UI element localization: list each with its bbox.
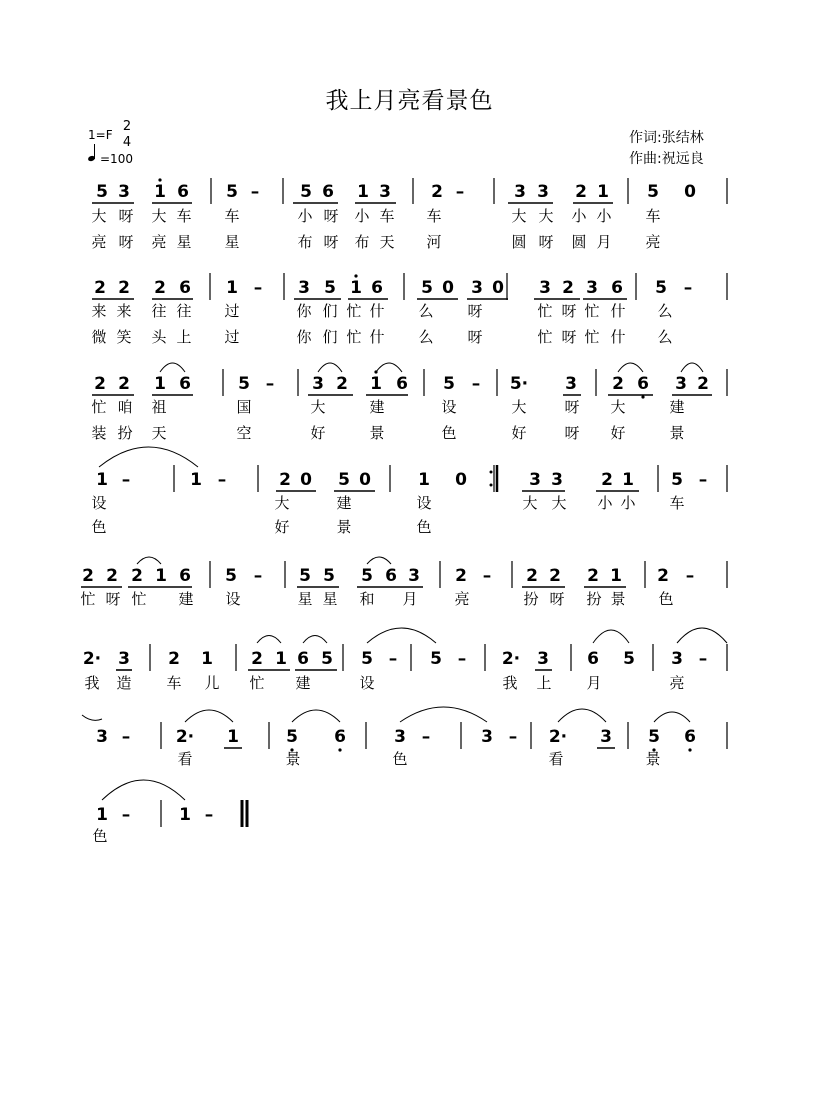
lyric-2-1-10: 河 [426, 233, 442, 251]
slur-arc [102, 780, 185, 800]
lyric-1-3-4: 国 [236, 398, 252, 416]
note-5-17: 2 [587, 566, 599, 586]
lyric-1-7-4: 看 [548, 750, 564, 768]
note-1-14: 3 [537, 182, 549, 202]
note-7-12: 3 [600, 727, 612, 747]
note-5-19: 2 [657, 566, 669, 586]
note-2-15: 3 [539, 278, 551, 298]
octave-up-dot [354, 274, 357, 277]
note-1-5: 5 [226, 182, 238, 202]
lyric-2-1-8: 布 [354, 233, 370, 251]
note-3-4: 6 [179, 374, 191, 394]
note-6-16: 5 [623, 649, 635, 669]
lyric-1-5-5: 设 [225, 590, 241, 608]
lyric-1-6-1: 我 [84, 674, 100, 692]
lyric-1-2-2: 来 [116, 302, 132, 320]
note-4-9: 1 [418, 470, 430, 490]
lyric-2-1-9: 天 [379, 233, 395, 251]
note-5-18: 1 [610, 566, 622, 586]
octave-up-dot [158, 178, 161, 181]
note-4-5: 2 [279, 470, 291, 490]
lyric-2-1-7: 呀 [323, 233, 339, 251]
lyric-1-3-11: 建 [669, 398, 685, 416]
note-2-2: 2 [118, 278, 130, 298]
lyric-2-3-10: 好 [610, 424, 626, 442]
lyric-1-4-2: 大 [274, 494, 290, 512]
lyric-1-3-2: 咱 [117, 398, 133, 416]
lyric-1-5-13: 扮 [586, 590, 602, 608]
tie-arc [82, 715, 102, 720]
note-5-7: – [253, 566, 263, 586]
lyric-1-6-11: 亮 [669, 674, 685, 692]
lyric-2-4-3: 景 [336, 518, 352, 536]
note-2-19: 5 [655, 278, 667, 298]
slur-arc [185, 710, 233, 722]
note-2-9: 1 [350, 278, 362, 298]
note-3-14: 3 [565, 374, 577, 394]
lyric-2-1-11: 圆 [511, 233, 527, 251]
note-6-6: 1 [275, 649, 287, 669]
lyric-1-1-3: 大 [151, 207, 167, 225]
note-4-7: 5 [338, 470, 350, 490]
note-2-3: 2 [154, 278, 166, 298]
note-5-14: – [482, 566, 492, 586]
lyric-1-7-1: 看 [177, 750, 193, 768]
note-6-10: – [388, 649, 398, 669]
note-3-9: 1 [370, 374, 382, 394]
note-7-11: 2· [548, 727, 568, 747]
note-5-1: 2 [82, 566, 94, 586]
note-3-2: 2 [118, 374, 130, 394]
note-7-7: 3 [394, 727, 406, 747]
lyric-2-2-15: 什 [610, 328, 626, 346]
note-4-3: 1 [190, 470, 202, 490]
lyric-1-3-3: 祖 [151, 398, 167, 416]
note-3-18: 2 [697, 374, 709, 394]
note-5-9: 5 [323, 566, 335, 586]
note-1-2: 3 [118, 182, 130, 202]
note-8-1: 1 [96, 805, 108, 825]
lyric-1-2-13: 呀 [561, 302, 577, 320]
lyric-1-2-10: 么 [418, 302, 434, 320]
note-6-12: – [457, 649, 467, 669]
lyric-1-3-5: 大 [310, 398, 326, 416]
lyric-1-6-10: 月 [586, 674, 602, 692]
lyric-2-2-2: 笑 [116, 328, 132, 346]
lyric-1-2-8: 忙 [346, 302, 362, 320]
note-5-3: 2 [131, 566, 143, 586]
note-2-4: 6 [179, 278, 191, 298]
note-4-12: 3 [551, 470, 563, 490]
lyric-1-3-8: 大 [511, 398, 527, 416]
note-1-7: 5 [300, 182, 312, 202]
slur-arc [681, 363, 703, 372]
note-5-4: 1 [155, 566, 167, 586]
note-2-13: 3 [471, 278, 483, 298]
lyric-2-2-11: 呀 [467, 328, 483, 346]
lyric-2-1-6: 布 [297, 233, 313, 251]
note-1-18: 0 [684, 182, 696, 202]
lyric-2-2-10: 么 [418, 328, 434, 346]
lyric-1-3-9: 呀 [564, 398, 580, 416]
note-6-8: 5 [321, 649, 333, 669]
lyric-1-4-8: 小 [620, 494, 636, 512]
note-4-14: 1 [622, 470, 634, 490]
lyric-2-1-12: 呀 [538, 233, 554, 251]
note-2-12: 0 [442, 278, 454, 298]
lyric-2-2-8: 忙 [346, 328, 362, 346]
lyric-1-4-9: 车 [669, 494, 685, 512]
note-3-17: 3 [675, 374, 687, 394]
note-7-1: 3 [96, 727, 108, 747]
note-7-6: 6 [334, 727, 346, 747]
lyric-1-1-4: 车 [176, 207, 192, 225]
lyric-1-4-6: 大 [551, 494, 567, 512]
repeat-dot [490, 471, 493, 474]
note-6-9: 5 [361, 649, 373, 669]
note-7-9: 3 [481, 727, 493, 747]
lyric-2-1-13: 圆 [571, 233, 587, 251]
lyric-2-1-1: 亮 [91, 233, 107, 251]
lyric-2-3-11: 景 [669, 424, 685, 442]
lyric-2-3-5: 好 [310, 424, 326, 442]
slur-arc [400, 707, 487, 722]
lyric-2-2-5: 过 [224, 328, 240, 346]
lyric-1-2-16: 么 [657, 302, 673, 320]
note-8-2: – [121, 805, 131, 825]
lyric-1-5-6: 星 [297, 590, 313, 608]
lyric-1-5-4: 建 [178, 590, 194, 608]
lyric-2-3-3: 天 [151, 424, 167, 442]
lyric-1-5-9: 月 [402, 590, 418, 608]
lyric-2-1-5: 星 [224, 233, 240, 251]
lyric-1-5-10: 亮 [454, 590, 470, 608]
slur-arc [137, 557, 161, 564]
note-2-11: 5 [421, 278, 433, 298]
note-1-8: 6 [322, 182, 334, 202]
lyric-1-5-7: 星 [322, 590, 338, 608]
note-5-2: 2 [106, 566, 118, 586]
note-2-8: 5 [324, 278, 336, 298]
lyric-1-1-8: 小 [354, 207, 370, 225]
note-1-9: 1 [357, 182, 369, 202]
note-5-10: 5 [361, 566, 373, 586]
note-6-1: 2· [82, 649, 102, 669]
lyric-1-2-7: 们 [322, 302, 338, 320]
slur-arc [677, 628, 727, 643]
lyric-1-2-3: 往 [151, 302, 167, 320]
note-2-1: 2 [94, 278, 106, 298]
slur-arc [367, 557, 391, 564]
lyric-2-1-15: 亮 [645, 233, 661, 251]
note-3-8: 2 [336, 374, 348, 394]
note-6-5: 2 [251, 649, 263, 669]
lyric-1-5-3: 忙 [131, 590, 147, 608]
note-7-14: 6 [684, 727, 696, 747]
lyric-2-2-12: 忙 [537, 328, 553, 346]
slur-arc [558, 709, 606, 722]
lyric-1-4-5: 大 [522, 494, 538, 512]
note-6-15: 6 [587, 649, 599, 669]
note-2-6: – [253, 278, 263, 298]
lyric-2-3-6: 景 [369, 424, 385, 442]
note-6-13: 2· [501, 649, 521, 669]
time-signature-top: 2 [122, 119, 132, 134]
lyric-2-2-9: 什 [369, 328, 385, 346]
note-3-7: 3 [312, 374, 324, 394]
lyric-2-1-2: 呀 [118, 233, 134, 251]
slur-arc [160, 363, 185, 372]
octave-down-dot [338, 748, 341, 751]
repeat-dot [490, 484, 493, 487]
lyric-1-3-1: 忙 [91, 398, 107, 416]
note-7-8: – [421, 727, 431, 747]
lyric-1-5-8: 和 [359, 590, 375, 608]
lyric-1-1-7: 呀 [323, 207, 339, 225]
lyric-1-1-12: 大 [538, 207, 554, 225]
key-signature: 1=F [88, 128, 113, 142]
lyric-1-2-11: 呀 [467, 302, 483, 320]
note-5-16: 2 [549, 566, 561, 586]
lyric-2-1-4: 星 [176, 233, 192, 251]
note-6-4: 1 [201, 649, 213, 669]
lyric-1-2-6: 你 [296, 302, 312, 320]
lyric-2-3-9: 呀 [564, 424, 580, 442]
note-3-5: 5 [238, 374, 250, 394]
slur-arc [303, 636, 327, 644]
note-6-2: 3 [118, 649, 130, 669]
note-1-4: 6 [177, 182, 189, 202]
lyric-1-7-2: 景 [285, 750, 301, 768]
note-4-6: 0 [300, 470, 312, 490]
note-6-17: 3 [671, 649, 683, 669]
note-1-12: – [455, 182, 465, 202]
lyric-1-4-4: 设 [416, 494, 432, 512]
note-5-5: 6 [179, 566, 191, 586]
lyric-1-1-5: 车 [224, 207, 240, 225]
lyric-2-2-13: 呀 [561, 328, 577, 346]
composer-credit: 作曲:祝远良 [629, 151, 704, 167]
lyric-1-1-10: 车 [426, 207, 442, 225]
lyric-1-1-15: 车 [645, 207, 661, 225]
note-3-3: 1 [154, 374, 166, 394]
lyric-1-4-1: 设 [91, 494, 107, 512]
note-1-10: 3 [379, 182, 391, 202]
octave-down-dot [641, 395, 644, 398]
note-2-5: 1 [226, 278, 238, 298]
lyric-1-5-14: 景 [610, 590, 626, 608]
lyric-1-6-4: 儿 [204, 674, 220, 692]
note-4-16: – [698, 470, 708, 490]
note-4-13: 2 [601, 470, 613, 490]
note-3-12: – [471, 374, 481, 394]
lyric-1-1-9: 车 [379, 207, 395, 225]
note-6-11: 5 [430, 649, 442, 669]
lyric-2-2-16: 么 [657, 328, 673, 346]
lyric-1-4-3: 建 [336, 494, 352, 512]
note-1-11: 2 [431, 182, 443, 202]
note-6-14: 3 [537, 649, 549, 669]
note-4-15: 5 [671, 470, 683, 490]
slur-arc [257, 636, 281, 644]
note-4-10: 0 [455, 470, 467, 490]
lyric-1-2-12: 忙 [537, 302, 553, 320]
lyric-1-2-4: 往 [176, 302, 192, 320]
note-3-1: 2 [94, 374, 106, 394]
note-7-4: 1 [227, 727, 239, 747]
note-7-13: 5 [648, 727, 660, 747]
lyric-2-3-1: 装 [91, 424, 107, 442]
lyric-1-2-14: 忙 [584, 302, 600, 320]
note-2-7: 3 [298, 278, 310, 298]
note-5-15: 2 [526, 566, 538, 586]
note-3-15: 2 [612, 374, 624, 394]
note-8-3: 1 [179, 805, 191, 825]
lyric-2-3-2: 扮 [117, 424, 133, 442]
note-7-10: – [508, 727, 518, 747]
note-2-14: 0 [492, 278, 504, 298]
lyric-2-4-4: 色 [416, 518, 432, 536]
lyric-2-3-8: 好 [511, 424, 527, 442]
lyric-1-2-15: 什 [610, 302, 626, 320]
slur-arc [367, 628, 436, 643]
lyric-2-2-3: 头 [151, 328, 167, 346]
note-1-15: 2 [575, 182, 587, 202]
lyric-1-4-7: 小 [597, 494, 613, 512]
note-5-8: 5 [299, 566, 311, 586]
lyricist-credit: 作词:张结林 [629, 130, 704, 146]
note-3-6: – [265, 374, 275, 394]
lyric-2-2-4: 上 [176, 328, 192, 346]
note-6-18: – [698, 649, 708, 669]
lyric-2-2-6: 你 [296, 328, 312, 346]
lyric-1-1-11: 大 [511, 207, 527, 225]
slur-arc [618, 363, 643, 372]
note-4-11: 3 [529, 470, 541, 490]
note-2-20: – [683, 278, 693, 298]
lyric-2-4-1: 色 [91, 518, 107, 536]
note-5-6: 5 [225, 566, 237, 586]
note-6-3: 2 [168, 649, 180, 669]
lyric-1-2-5: 过 [224, 302, 240, 320]
note-7-5: 5 [286, 727, 298, 747]
lyric-1-6-7: 设 [359, 674, 375, 692]
slur-arc [593, 630, 629, 643]
lyric-2-3-4: 空 [236, 424, 252, 442]
lyric-2-4-2: 好 [274, 518, 290, 536]
lyric-1-5-2: 呀 [105, 590, 121, 608]
lyric-2-3-7: 色 [441, 424, 457, 442]
note-5-13: 2 [455, 566, 467, 586]
slur-arc [292, 710, 340, 722]
note-2-16: 2 [562, 278, 574, 298]
lyric-2-2-1: 微 [91, 328, 107, 346]
lyric-1-6-2: 造 [116, 674, 132, 692]
note-7-2: – [121, 727, 131, 747]
lyric-1-1-2: 呀 [118, 207, 134, 225]
lyric-1-3-6: 建 [369, 398, 385, 416]
note-2-17: 3 [586, 278, 598, 298]
lyric-2-1-14: 月 [596, 233, 612, 251]
note-6-7: 6 [297, 649, 309, 669]
note-1-6: – [250, 182, 260, 202]
slur-arc [99, 447, 198, 467]
lyric-1-5-12: 呀 [549, 590, 565, 608]
note-2-18: 6 [611, 278, 623, 298]
lyric-2-2-14: 忙 [584, 328, 600, 346]
note-1-17: 5 [647, 182, 659, 202]
lyric-1-6-6: 建 [295, 674, 311, 692]
lyric-1-3-7: 设 [441, 398, 457, 416]
note-4-4: – [217, 470, 227, 490]
note-4-1: 1 [96, 470, 108, 490]
octave-down-dot [688, 748, 691, 751]
note-2-10: 6 [371, 278, 383, 298]
note-1-3: 1 [154, 182, 166, 202]
lyric-1-5-1: 忙 [80, 590, 96, 608]
note-3-11: 5 [443, 374, 455, 394]
lyric-1-6-8: 我 [502, 674, 518, 692]
lyric-1-5-15: 色 [658, 590, 674, 608]
note-5-11: 6 [385, 566, 397, 586]
slur-arc [654, 712, 690, 722]
lyric-1-5-11: 扮 [523, 590, 539, 608]
note-1-1: 5 [96, 182, 108, 202]
note-4-8: 0 [359, 470, 371, 490]
note-1-16: 1 [597, 182, 609, 202]
lyric-1-1-6: 小 [297, 207, 313, 225]
lyric-2-2-7: 们 [322, 328, 338, 346]
note-3-13: 5· [509, 374, 529, 394]
tempo-value: =100 [100, 152, 133, 166]
note-4-2: – [121, 470, 131, 490]
lyric-2-1-3: 亮 [151, 233, 167, 251]
lyric-1-3-10: 大 [610, 398, 626, 416]
lyric-1-1-14: 小 [596, 207, 612, 225]
lyric-1-2-9: 什 [369, 302, 385, 320]
note-1-13: 3 [514, 182, 526, 202]
song-title: 我上月亮看景色 [325, 88, 494, 114]
lyric-1-6-5: 忙 [249, 674, 265, 692]
lyric-1-1-13: 小 [571, 207, 587, 225]
note-3-16: 6 [637, 374, 649, 394]
note-5-20: – [685, 566, 695, 586]
lyric-1-2-1: 来 [91, 302, 107, 320]
lyric-1-6-9: 上 [536, 674, 552, 692]
lyric-1-8-1: 色 [92, 827, 108, 845]
lyric-1-6-3: 车 [166, 674, 182, 692]
lyric-1-1-1: 大 [91, 207, 107, 225]
note-5-12: 3 [408, 566, 420, 586]
time-signature-bottom: 4 [122, 135, 132, 150]
slur-arc [376, 363, 402, 372]
lyric-1-7-3: 色 [392, 750, 408, 768]
note-7-3: 2· [175, 727, 195, 747]
slur-arc [318, 363, 342, 372]
lyric-1-7-5: 景 [645, 750, 661, 768]
note-3-10: 6 [396, 374, 408, 394]
note-8-4: – [204, 805, 214, 825]
